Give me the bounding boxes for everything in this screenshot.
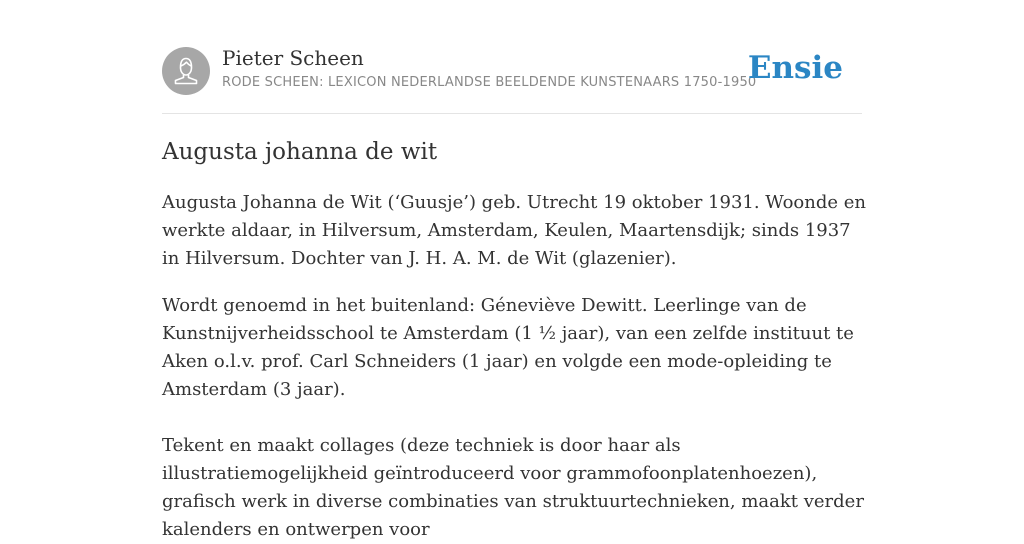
article-header: [162, 46, 862, 114]
article-paragraph: Tekent en maakt collages (deze techniek is door haar als illustratiemogelijkheid geïntroduceerd voor grammofoonplatenhoezen), grafisch werk in diverse combinaties van struktuurtechnieken, maakt verder kalenders en ontwerpen voor: [162, 435, 864, 540]
article-title: Augusta johanna de wit: [162, 139, 438, 165]
article-body: [162, 134, 866, 544]
ensie-logo[interactable]: Ensie: [747, 50, 843, 86]
article-paragraph: Augusta Johanna de Wit (‘Guusje’) geb. Utrecht 19 oktober 1931. Woonde en werkte aldaar, in Hilversum, Amsterdam, Keulen, Maartensdijk; sinds 1937 in Hilversum. Dochter van J. H. A. M. de Wit (glazenier).: [162, 192, 866, 269]
source-title[interactable]: RODE SCHEEN: LEXICON NEDERLANDSE BEELDENDE KUNSTENAARS 1750-1950: [222, 75, 757, 90]
user-icon: [162, 47, 210, 95]
author-name[interactable]: Pieter Scheen: [222, 46, 364, 70]
article-paragraph: Wordt genoemd in het buitenland: Géneviève Dewitt. Leerlinge van de Kunstnijverheidsschool te Amsterdam (1 ½ jaar), van een zelfde instituut te Aken o.l.v. prof. Carl Schneiders (1 jaar) en volgde een mode-opleiding te Amsterdam (3 jaar).: [162, 295, 854, 400]
avatar[interactable]: [162, 47, 210, 95]
